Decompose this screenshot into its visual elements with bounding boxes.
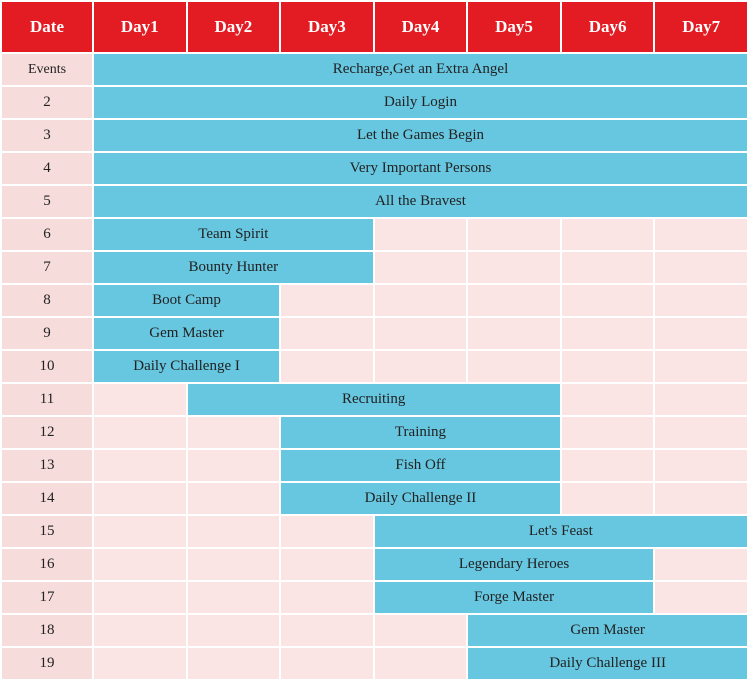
row-date-cell: 14 <box>2 483 92 514</box>
empty-cell <box>281 549 373 580</box>
empty-cell <box>655 450 747 481</box>
empty-cell <box>188 483 280 514</box>
empty-cell <box>562 285 654 316</box>
empty-cell <box>281 351 373 382</box>
empty-cell <box>468 285 560 316</box>
row-date-cell: 4 <box>2 153 92 184</box>
row-date-cell: 10 <box>2 351 92 382</box>
empty-cell <box>375 318 467 349</box>
table-row <box>2 483 747 514</box>
empty-cell <box>281 285 373 316</box>
empty-cell <box>562 219 654 250</box>
event-cell[interactable]: Bounty Hunter <box>94 252 373 283</box>
empty-cell <box>562 483 654 514</box>
event-cell[interactable]: Legendary Heroes <box>375 549 654 580</box>
empty-cell <box>281 318 373 349</box>
event-cell[interactable]: Daily Challenge I <box>94 351 279 382</box>
event-cell[interactable]: Forge Master <box>375 582 654 613</box>
table-row <box>2 351 747 382</box>
empty-cell <box>94 450 186 481</box>
empty-cell <box>375 615 467 646</box>
row-date-cell: 12 <box>2 417 92 448</box>
row-date-cell: 6 <box>2 219 92 250</box>
empty-cell <box>655 582 747 613</box>
empty-cell <box>562 450 654 481</box>
empty-cell <box>562 417 654 448</box>
empty-cell <box>94 648 186 679</box>
table-row <box>2 219 747 250</box>
empty-cell <box>655 219 747 250</box>
row-date-cell: 2 <box>2 87 92 118</box>
table-row <box>2 120 747 151</box>
empty-cell <box>655 384 747 415</box>
empty-cell <box>281 648 373 679</box>
empty-cell <box>468 318 560 349</box>
empty-cell <box>468 219 560 250</box>
empty-cell <box>188 417 280 448</box>
table-row <box>2 417 747 448</box>
empty-cell <box>655 417 747 448</box>
header-row <box>2 2 747 52</box>
empty-cell <box>562 384 654 415</box>
empty-cell <box>188 549 280 580</box>
empty-cell <box>562 318 654 349</box>
row-date-cell: 3 <box>2 120 92 151</box>
table-row <box>2 87 747 118</box>
column-header-date: Date <box>2 2 92 52</box>
empty-cell <box>94 582 186 613</box>
event-cell[interactable]: Boot Camp <box>94 285 279 316</box>
event-cell[interactable]: Recharge,Get an Extra Angel <box>94 54 747 85</box>
event-cell[interactable]: Let the Games Begin <box>94 120 747 151</box>
table-row <box>2 54 747 85</box>
row-date-cell: 18 <box>2 615 92 646</box>
column-header-day4: Day4 <box>375 2 467 52</box>
event-cell[interactable]: Gem Master <box>94 318 279 349</box>
event-cell[interactable]: Recruiting <box>188 384 560 415</box>
column-header-day1: Day1 <box>94 2 186 52</box>
event-cell[interactable]: Daily Challenge III <box>468 648 747 679</box>
empty-cell <box>188 648 280 679</box>
column-header-day5: Day5 <box>468 2 560 52</box>
event-cell[interactable]: Let's Feast <box>375 516 747 547</box>
empty-cell <box>655 483 747 514</box>
row-date-cell: 17 <box>2 582 92 613</box>
empty-cell <box>562 351 654 382</box>
empty-cell <box>281 582 373 613</box>
empty-cell <box>94 417 186 448</box>
table-row <box>2 186 747 217</box>
empty-cell <box>375 351 467 382</box>
empty-cell <box>281 516 373 547</box>
table-header <box>2 2 747 52</box>
table-row <box>2 252 747 283</box>
empty-cell <box>94 549 186 580</box>
event-cell[interactable]: Training <box>281 417 560 448</box>
row-date-cell: 13 <box>2 450 92 481</box>
empty-cell <box>188 582 280 613</box>
row-date-cell: 16 <box>2 549 92 580</box>
row-date-cell: 19 <box>2 648 92 679</box>
row-date-cell: 5 <box>2 186 92 217</box>
column-header-day3: Day3 <box>281 2 373 52</box>
empty-cell <box>375 648 467 679</box>
row-date-cell: 9 <box>2 318 92 349</box>
empty-cell <box>655 318 747 349</box>
row-date-cell: 8 <box>2 285 92 316</box>
table-row <box>2 153 747 184</box>
row-date-cell: 11 <box>2 384 92 415</box>
empty-cell <box>655 252 747 283</box>
event-cell[interactable]: Fish Off <box>281 450 560 481</box>
row-date-cell: 15 <box>2 516 92 547</box>
event-cell[interactable]: Gem Master <box>468 615 747 646</box>
event-cell[interactable]: Daily Challenge II <box>281 483 560 514</box>
table-row <box>2 384 747 415</box>
event-cell[interactable]: All the Bravest <box>94 186 747 217</box>
column-header-day6: Day6 <box>562 2 654 52</box>
empty-cell <box>188 615 280 646</box>
event-cell[interactable]: Very Important Persons <box>94 153 747 184</box>
empty-cell <box>188 516 280 547</box>
empty-cell <box>188 450 280 481</box>
table-row <box>2 318 747 349</box>
empty-cell <box>375 285 467 316</box>
empty-cell <box>655 285 747 316</box>
empty-cell <box>94 483 186 514</box>
table-row <box>2 582 747 613</box>
empty-cell <box>655 351 747 382</box>
empty-cell <box>468 351 560 382</box>
table-row <box>2 516 747 547</box>
column-header-day7: Day7 <box>655 2 747 52</box>
empty-cell <box>562 252 654 283</box>
empty-cell <box>375 252 467 283</box>
table-row <box>2 648 747 679</box>
empty-cell <box>281 615 373 646</box>
event-cell[interactable]: Daily Login <box>94 87 747 118</box>
empty-cell <box>468 252 560 283</box>
event-cell[interactable]: Team Spirit <box>94 219 373 250</box>
empty-cell <box>94 384 186 415</box>
table-body <box>2 54 747 679</box>
table-row <box>2 549 747 580</box>
row-date-cell: 7 <box>2 252 92 283</box>
empty-cell <box>655 549 747 580</box>
table-row <box>2 615 747 646</box>
empty-cell <box>94 516 186 547</box>
empty-cell <box>94 615 186 646</box>
empty-cell <box>375 219 467 250</box>
table-row <box>2 450 747 481</box>
row-date-cell: Events <box>2 54 92 85</box>
column-header-day2: Day2 <box>188 2 280 52</box>
table-row <box>2 285 747 316</box>
